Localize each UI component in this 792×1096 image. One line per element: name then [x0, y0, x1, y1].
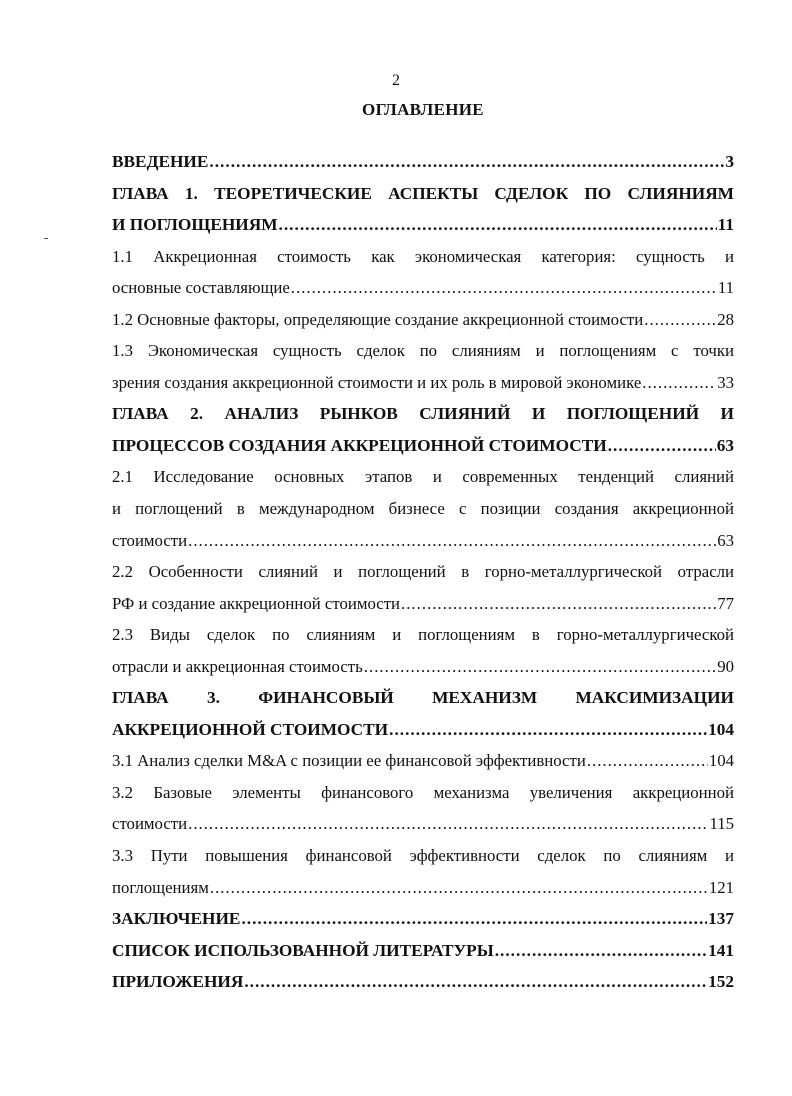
dot-leader — [401, 588, 716, 620]
toc-page-number: 11 — [717, 215, 734, 235]
toc-entry[interactable] — [112, 619, 734, 682]
dot-leader — [279, 209, 717, 241]
toc-entry-line: 3.2 Базовые элементы финансового механизма увеличения аккреционной — [112, 782, 734, 802]
toc-page-number: 11 — [717, 278, 734, 298]
toc-entry-text: зрения создания аккреционной стоимости и их роль в мировой экономике — [112, 372, 642, 392]
dot-leader — [241, 903, 707, 935]
toc-entry-line-with-page — [112, 430, 734, 462]
dot-leader — [644, 304, 716, 336]
toc-entry[interactable] — [112, 966, 734, 998]
toc-page-number: 77 — [717, 593, 734, 613]
toc-entry-line-with-page — [112, 588, 734, 620]
toc-entry-text: АККРЕЦИОННОЙ СТОИМОСТИ — [112, 719, 389, 739]
toc-entry-line-with-page — [112, 209, 734, 241]
toc-page-number: 33 — [717, 372, 734, 392]
toc-entry[interactable] — [112, 146, 734, 178]
toc-entry-text: отрасли и аккреционная стоимость — [112, 656, 363, 676]
toc-entry-line: ГЛАВА 1. ТЕОРЕТИЧЕСКИЕ АСПЕКТЫ СДЕЛОК ПО СЛИЯНИЯМ — [112, 183, 734, 203]
toc-page-number: 137 — [708, 909, 734, 929]
toc-entry[interactable] — [112, 241, 734, 304]
toc-entry-line: ГЛАВА 2. АНАЛИЗ РЫНКОВ СЛИЯНИЙ И ПОГЛОЩЕНИЙ И — [112, 404, 734, 424]
toc-entry-line-with-page — [112, 872, 734, 904]
toc-entry-text: стоимости — [112, 814, 188, 834]
toc-page-number: 121 — [708, 877, 734, 897]
toc-entry-line: 2.3 Виды сделок по слияниям и поглощениям в горно-металлургической — [112, 625, 734, 645]
toc-page-number: 152 — [708, 972, 734, 992]
toc-entry-text: СПИСОК ИСПОЛЬЗОВАННОЙ ЛИТЕРАТУРЫ — [112, 940, 494, 960]
dot-leader — [244, 966, 707, 998]
toc-entry-line: ГЛАВА 3. ФИНАНСОВЫЙ МЕХАНИЗМ МАКСИМИЗАЦИИ — [112, 688, 734, 708]
toc-entry-text: основные составляющие — [112, 278, 290, 298]
toc-entry-line: 1.3 Экономическая сущность сделок по слияниям и поглощениям с точки — [112, 341, 734, 361]
toc-page-number: 63 — [717, 530, 734, 550]
toc-entry-line-with-page — [112, 745, 734, 777]
toc-page-number: 63 — [716, 435, 734, 455]
dot-leader — [364, 651, 716, 683]
toc-entry[interactable] — [112, 840, 734, 903]
dot-leader — [587, 745, 708, 777]
dot-leader — [642, 367, 716, 399]
toc-entry-line-with-page — [112, 935, 734, 967]
toc-entry-text: поглощениям — [112, 877, 209, 897]
toc-entry-text: 3.1 Анализ сделки M&A с позиции ее финансовой эффективности — [112, 751, 586, 771]
toc-entry[interactable] — [112, 304, 734, 336]
toc-entry-line-with-page — [112, 808, 734, 840]
toc-page-number: 141 — [708, 940, 734, 960]
toc-entry-text: РФ и создание аккреционной стоимости — [112, 593, 401, 613]
toc-entry-line-with-page — [112, 966, 734, 998]
scan-mark — [44, 238, 48, 239]
toc-entry[interactable] — [112, 935, 734, 967]
table-of-contents — [112, 146, 734, 998]
toc-entry-line: 1.1 Аккреционная стоимость как экономическая категория: сущность и — [112, 246, 734, 266]
dot-leader — [291, 272, 717, 304]
toc-page-number: 104 — [708, 751, 734, 771]
toc-entry-line: 3.3 Пути повышения финансовой эффективности сделок по слияниям и — [112, 846, 734, 866]
dot-leader — [188, 525, 716, 557]
toc-page-number: 3 — [725, 152, 734, 171]
toc-entry[interactable] — [112, 178, 734, 241]
toc-entry[interactable] — [112, 461, 734, 556]
toc-entry-text: И ПОГЛОЩЕНИЯМ — [112, 215, 278, 235]
toc-entry-line-with-page — [112, 651, 734, 683]
toc-entry-line-with-page — [112, 903, 734, 935]
toc-entry-line-with-page — [112, 272, 734, 304]
toc-entry-text: стоимости — [112, 530, 188, 550]
page-title: ОГЛАВЛЕНИЕ — [362, 100, 484, 119]
toc-page-number: 90 — [717, 656, 734, 676]
dot-leader — [210, 872, 708, 904]
toc-entry-line-with-page — [112, 367, 734, 399]
toc-entry[interactable] — [112, 335, 734, 398]
toc-entry-text: ЗАКЛЮЧЕНИЕ — [112, 909, 241, 929]
toc-page-number: 104 — [708, 719, 734, 739]
toc-entry-line: и поглощений в международном бизнесе с позиции создания аккреционной — [112, 499, 734, 519]
toc-entry-text: ВВЕДЕНИЕ — [112, 152, 209, 171]
toc-entry[interactable] — [112, 682, 734, 745]
toc-entry[interactable] — [112, 745, 734, 777]
toc-entry-line-with-page — [112, 525, 734, 557]
toc-entry-line: 2.1 Исследование основных этапов и современных тенденций слияний — [112, 467, 734, 487]
dot-leader — [495, 935, 707, 967]
toc-entry[interactable] — [112, 777, 734, 840]
toc-entry-line-with-page — [112, 304, 734, 336]
dot-leader — [389, 714, 707, 746]
toc-entry[interactable] — [112, 556, 734, 619]
toc-entry[interactable] — [112, 903, 734, 935]
toc-page-number: 28 — [717, 309, 734, 329]
toc-entry-text: ПРИЛОЖЕНИЯ — [112, 972, 244, 992]
toc-entry[interactable] — [112, 398, 734, 461]
dot-leader — [209, 146, 724, 178]
toc-entry-line-with-page — [112, 146, 734, 178]
toc-entry-line: 2.2 Особенности слияний и поглощений в горно-металлургической отрасли — [112, 562, 734, 582]
toc-page-number: 115 — [709, 814, 734, 834]
toc-entry-text: 1.2 Основные факторы, определяющие создание аккреционной стоимости — [112, 309, 644, 329]
page-number: 2 — [392, 72, 400, 89]
dot-leader — [608, 430, 716, 462]
toc-entry-line-with-page — [112, 714, 734, 746]
toc-entry-text: ПРОЦЕССОВ СОЗДАНИЯ АККРЕЦИОННОЙ СТОИМОСТИ — [112, 435, 607, 455]
dot-leader — [188, 808, 708, 840]
